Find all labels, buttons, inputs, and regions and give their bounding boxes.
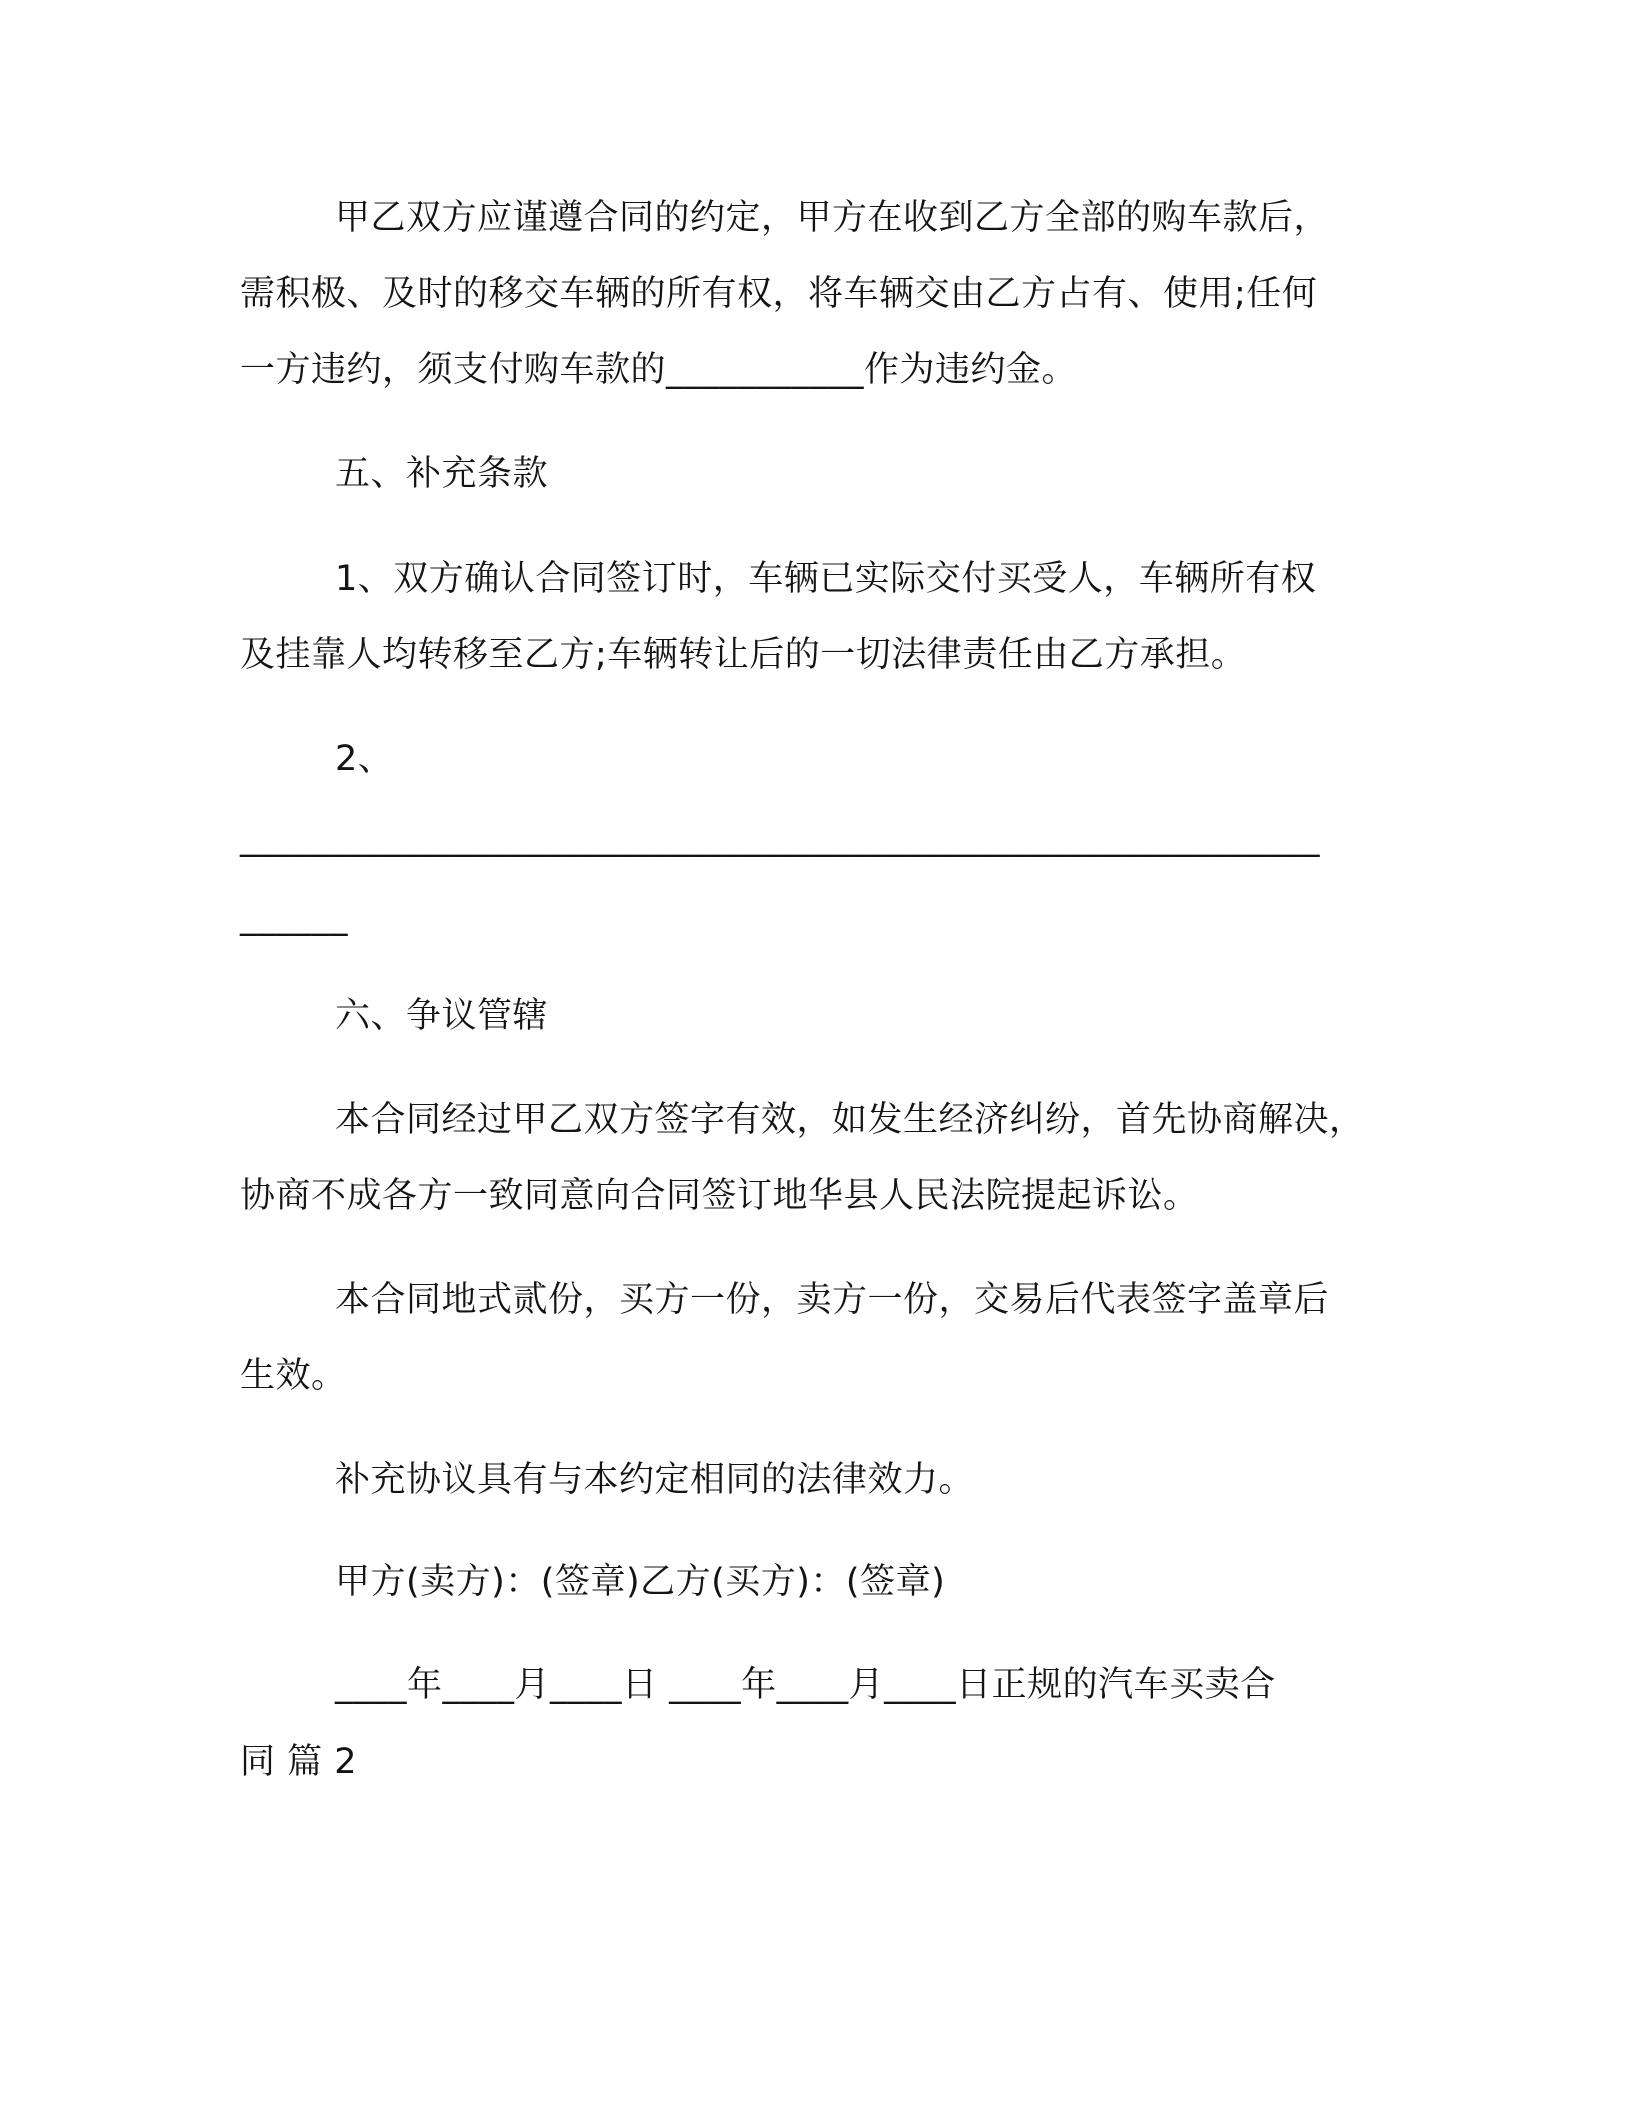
blank-fill-line: ____________________________________________________________ <box>240 818 1320 858</box>
paragraph-line: 1、双方确认合同签订时，车辆已实际交付买受人，车辆所有权 <box>335 559 1317 599</box>
section-heading: 六、争议管辖 <box>335 996 549 1036</box>
paragraph-line: 生效。 <box>240 1356 347 1396</box>
paragraph-line: 补充协议具有与本约定相同的法律效力。 <box>335 1460 975 1500</box>
date-line: ____年____月____日 ____年____月____日正规的汽车买卖合 <box>335 1665 1276 1705</box>
paragraph-line: 2、 <box>335 739 394 779</box>
paragraph-line: 甲乙双方应谨遵合同的约定，甲方在收到乙方全部的购车款后， <box>335 198 1330 238</box>
section-heading: 五、补充条款 <box>335 454 549 494</box>
paragraph-line: 同 篇 2 <box>240 1742 358 1782</box>
signature-line: 甲方(卖方)：(签章)乙方(买方)：(签章) <box>335 1562 946 1602</box>
paragraph-line: 需积极、及时的移交车辆的所有权，将车辆交由乙方占有、使用;任何 <box>240 274 1318 314</box>
paragraph-line: 本合同经过甲乙双方签字有效，如发生经济纠纷，首先协商解决， <box>335 1100 1365 1140</box>
blank-fill-line: ______ <box>240 897 348 937</box>
paragraph-line: 本合同地式贰份，买方一份，卖方一份，交易后代表签字盖章后 <box>335 1280 1330 1320</box>
paragraph-line: 及挂靠人均转移至乙方;车辆转让后的一切法律责任由乙方承担。 <box>240 635 1247 675</box>
paragraph-line: 一方违约，须支付购车款的___________作为违约金。 <box>240 350 1078 390</box>
paragraph-line: 协商不成各方一致同意向合同签订地华县人民法院提起诉讼。 <box>240 1176 1199 1216</box>
